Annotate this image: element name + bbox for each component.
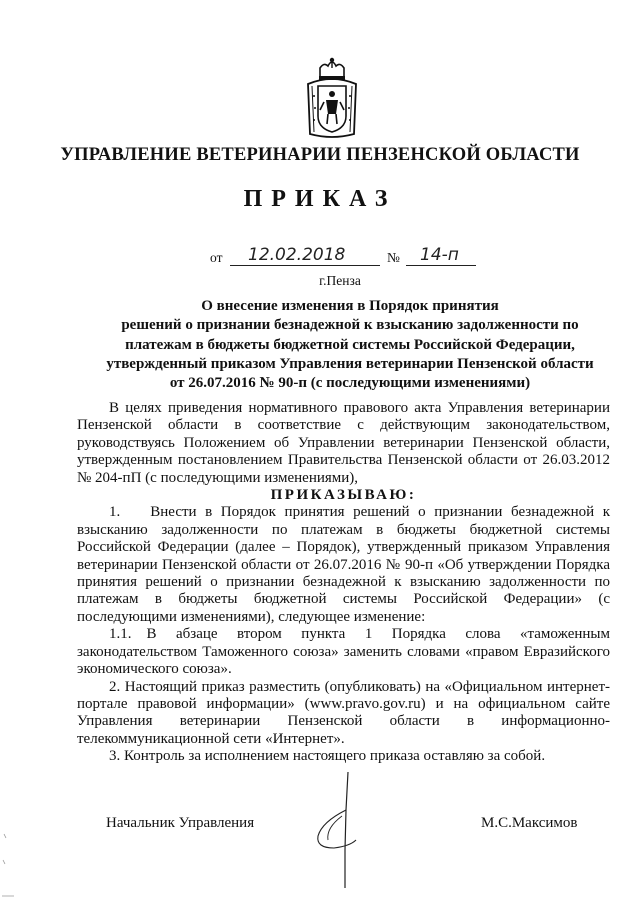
organization-name: УПРАВЛЕНИЕ ВЕТЕРИНАРИИ ПЕНЗЕНСКОЙ ОБЛАСТИ [60, 145, 580, 165]
item-1-paragraph: 1. Внести в Порядок принятия решений о признании безнадежной к взысканию задолженности по платежам в бюджеты бюджетной системы Российской Федерации (далее – Порядок), утвержденный приказом Управления ветеринарии Пензенской области от 26.07.2016 № 90-п «Об утверждении Порядка принятия решений о признании безнадежной к взысканию задолженности по платежам в бюджеты бюджетной системы Российской Федерации» (с последующими изменениями), следующее изменение: [77, 504, 610, 625]
date-prefix: от [210, 250, 223, 265]
document-body [77, 400, 610, 766]
title-line: решений о признании безнадежной к взысканию задолженности по [121, 317, 579, 334]
number-prefix: № [387, 250, 400, 265]
title-line: от 26.07.2016 № 90-п (с последующими изменениями) [169, 375, 531, 392]
title-line: платежам в бюджеты бюджетной системы Российской Федерации, [125, 336, 575, 353]
item-3-paragraph: 3. Контроль за исполнением настоящего приказа оставляю за собой. [109, 748, 546, 765]
number-underline [406, 265, 476, 266]
document-type-heading: ПРИКАЗ [243, 186, 397, 212]
handwritten-signature-icon [312, 770, 382, 890]
title-line: О внесение изменения в Порядок принятия [201, 298, 499, 314]
date-number-line [210, 246, 480, 268]
signatory-position: Начальник Управления [106, 815, 255, 831]
city-label: г.Пенза [319, 273, 361, 288]
order-word-heading: ПРИКАЗЫВАЮ: [270, 487, 417, 504]
item-2-paragraph: 2. Настоящий приказ разместить (опубликовать) на «Официальном интернет-портале правовой информации» (www.pravo.gov.ru) и на официальном сайте Управления ветеринарии Пензенской области в информационно-телекоммуникационной сети «Интернет». [77, 678, 610, 747]
item-1-1-paragraph: 1.1. В абзаце втором пункта 1 Порядка слова «таможенным законодательством Таможенного союза» заменить словами «правом Евразийского экономического союза». [77, 626, 610, 678]
date-underline [230, 265, 380, 266]
coat-of-arms-icon [300, 56, 364, 140]
margin-scan-marks [0, 830, 20, 900]
handwritten-date: 12.02.2018 [248, 245, 346, 265]
preamble-paragraph: В целях приведения нормативного правового акта Управления ветеринарии Пензенской области в соответствие с действующим законодательством, руководствуясь Положением об Управлении ветеринарии Пензенской области, утвержденным постановлением Правительства Пензенской области от 26.03.2012 № 204-пП (с последующими изменениями), [77, 400, 610, 486]
handwritten-number: 14-п [420, 245, 459, 265]
document-title [100, 297, 600, 393]
title-line: утвержденный приказом Управления ветеринарии Пензенской области [106, 355, 594, 372]
signatory-name: М.С.Максимов [481, 815, 578, 831]
